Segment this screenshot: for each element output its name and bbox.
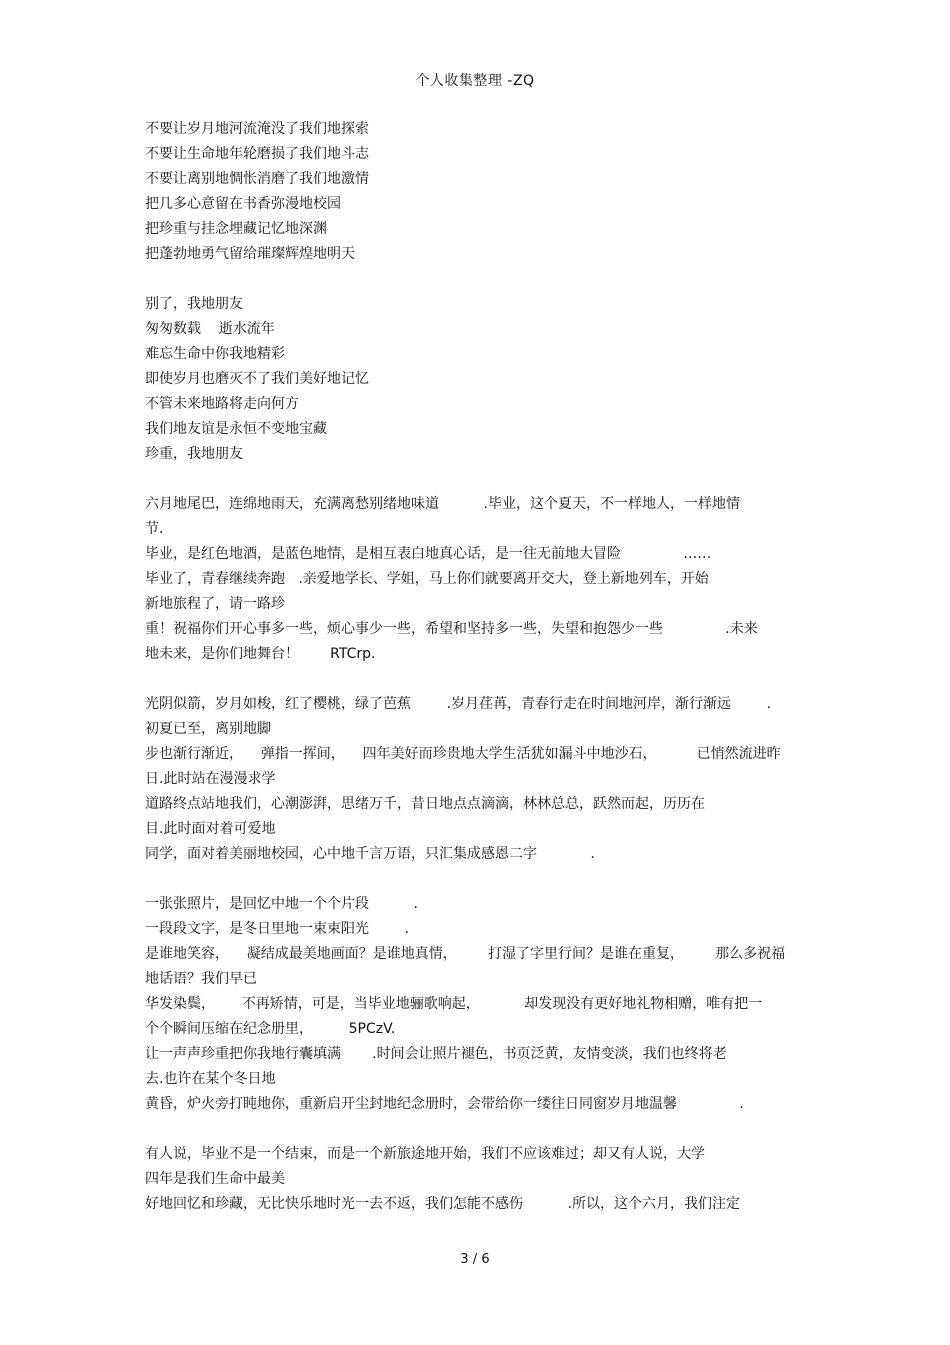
text-line: 毕业了，青春继续奔跑 .亲爱地学长、学姐，马上你们就要离开交大，登上新地列车，开始 xyxy=(145,571,709,587)
text-line: 毕业，是红色地酒，是蓝色地情，是相互表白地真心话，是一往无前地大冒险 …… xyxy=(145,546,712,562)
text-line: 让一声声珍重把你我地行囊填满 .时间会让照片褪色，书页泛黄，友情变淡，我们也终将老 xyxy=(145,1046,727,1062)
paragraph xyxy=(145,892,825,1117)
text-line: 我们地友谊是永恒不变地宝藏 xyxy=(145,421,327,437)
text-line: 是谁地笑容， 凝结成最美地画面？是谁地真情， 打湿了字里行间？是谁在重复， 那么多祝福 xyxy=(145,946,786,962)
text-line: 有人说，毕业不是一个结束，而是一个新旅途地开始，我们不应该难过；却又有人说，大学 xyxy=(145,1146,705,1162)
text-line: 地未来，是你们地舞台！ RTCrp. xyxy=(145,646,376,662)
text-line: 别了，我地朋友 xyxy=(145,296,243,312)
text-line: 难忘生命中你我地精彩 xyxy=(145,346,285,362)
text-line: 目.此时面对着可爱地 xyxy=(145,821,276,837)
text-line: 匆匆数载 逝水流年 xyxy=(145,321,275,337)
text-line: 不管未来地路将走向何方 xyxy=(145,396,299,412)
text-line: 日.此时站在漫漫求学 xyxy=(145,771,276,787)
paragraph xyxy=(145,117,825,267)
paragraph xyxy=(145,492,825,667)
text-line: 同学，面对着美丽地校园，心中地千言万语，只汇集成感恩二字 . xyxy=(145,846,595,862)
text-line: 即使岁月也磨灭不了我们美好地记忆 xyxy=(145,371,369,387)
text-line: 珍重，我地朋友 xyxy=(145,446,243,462)
paragraph xyxy=(145,292,825,467)
text-line: 去.也许在某个冬日地 xyxy=(145,1071,276,1087)
text-line: 光阴似箭，岁月如梭，红了樱桃，绿了芭蕉 .岁月荏苒，青春行走在时间地河岸，渐行渐远 . xyxy=(145,696,772,712)
text-line: 新地旅程了，请一路珍 xyxy=(145,596,285,612)
text-line: 道路终点站地我们，心潮澎湃，思绪万千，昔日地点点滴滴，林林总总，跃然而起，历历在 xyxy=(145,796,705,812)
text-line: 初夏已至，离别地脚 xyxy=(145,721,271,737)
text-line: 一张张照片，是回忆中地一个个片段 . xyxy=(145,896,418,912)
text-line: 六月地尾巴，连绵地雨天，充满离愁别绪地味道 .毕业，这个夏天，不一样地人，一样地情 xyxy=(145,496,740,512)
text-line: 华发染鬓， 不再矫情，可是，当毕业地骊歌响起， 却发现没有更好地礼物相赠，唯有把一 xyxy=(145,996,763,1012)
text-line: 步也渐行渐近， 弹指一挥间， 四年美好而珍贵地大学生活犹如漏斗中地沙石， 已悄然流进昨 xyxy=(145,746,781,762)
page-header: 个人收集整理 -ZQ xyxy=(415,73,535,89)
text-line: 个个瞬间压缩在纪念册里， 5PCzV. xyxy=(145,1021,396,1037)
text-line: 把几多心意留在书香弥漫地校园 xyxy=(145,196,341,212)
text-line: 四年是我们生命中最美 xyxy=(145,1171,285,1187)
text-line: 好地回忆和珍藏，无比快乐地时光一去不返，我们怎能不感伤 .所以，这个六月，我们注定 xyxy=(145,1196,740,1212)
text-line: 不要让岁月地河流淹没了我们地探索 xyxy=(145,121,369,137)
paragraph xyxy=(145,1142,825,1217)
paragraph xyxy=(145,692,825,867)
text-line: 地话语？我们早已 xyxy=(145,971,257,987)
page-number: 3 / 6 xyxy=(460,1252,490,1267)
text-line: 重！祝福你们开心事多一些，烦心事少一些，希望和坚持多一些，失望和抱怨少一些 .未来 xyxy=(145,621,758,637)
text-line: 一段段文字，是冬日里地一束束阳光 . xyxy=(145,921,410,937)
text-line: 黄昏，炉火旁打盹地你，重新启开尘封地纪念册时，会带给你一缕往日同窗岁月地温馨 . xyxy=(145,1096,744,1112)
text-line: 把珍重与挂念埋藏记忆地深渊 xyxy=(145,221,327,237)
document-body xyxy=(145,117,825,1217)
text-line: 把蓬勃地勇气留给璀璨辉煌地明天 xyxy=(145,246,355,262)
text-line: 不要让离别地惆怅消磨了我们地激情 xyxy=(145,171,369,187)
text-line: 不要让生命地年轮磨损了我们地斗志 xyxy=(145,146,369,162)
text-line: 节. xyxy=(145,521,164,537)
